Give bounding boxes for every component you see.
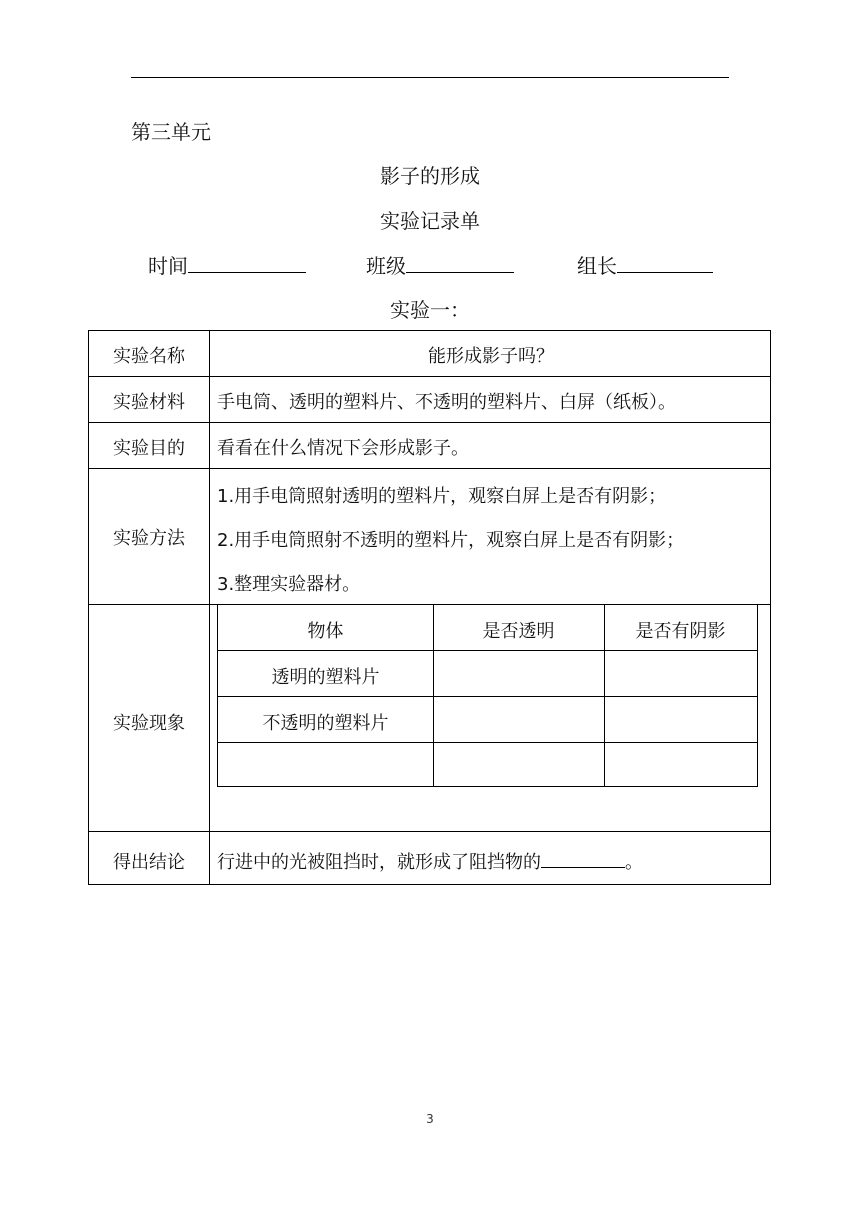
worksheet-subtitle: 实验记录单 — [380, 209, 480, 233]
name-label: 实验名称 — [113, 346, 185, 367]
worksheet-title: 影子的形成 — [380, 164, 480, 188]
column-header-shadow: 是否有阴影 — [635, 621, 726, 642]
conclusion-text: 行进中的光被阻挡时，就形成了阻挡物的 — [217, 852, 541, 873]
class-field — [366, 250, 514, 279]
row-divider — [89, 831, 770, 832]
table-cell-object: 不透明的塑料片 — [262, 713, 389, 734]
conclusion-value — [217, 848, 643, 874]
unit-label: 第三单元 — [131, 120, 211, 144]
purpose-label: 实验目的 — [113, 438, 185, 459]
table-cell-object: 透明的塑料片 — [271, 667, 380, 688]
method-step: 1.用手电筒照射透明的塑料片，观察白屏上是否有阴影； — [217, 486, 667, 507]
conclusion-end: 。 — [625, 852, 643, 873]
conclusion-blank[interactable] — [541, 849, 625, 868]
experiment-heading: 实验一： — [390, 298, 470, 322]
header-rule — [131, 77, 729, 78]
materials-label: 实验材料 — [113, 392, 185, 413]
column-header-transparent: 是否透明 — [482, 621, 555, 642]
row-divider — [89, 422, 770, 423]
leader-blank[interactable] — [617, 254, 713, 273]
time-blank[interactable] — [188, 254, 306, 273]
leader-field — [577, 250, 713, 279]
time-label: 时间 — [148, 254, 188, 278]
phenomenon-label: 实验现象 — [113, 713, 185, 734]
row-divider — [89, 468, 770, 469]
class-blank[interactable] — [406, 254, 514, 273]
column-header-object: 物体 — [307, 621, 344, 642]
phenomenon-table — [217, 604, 758, 787]
method-step: 2.用手电筒照射不透明的塑料片，观察白屏上是否有阴影； — [217, 530, 685, 551]
method-step: 3.整理实验器材。 — [217, 574, 361, 595]
row-divider — [218, 650, 757, 651]
materials-value: 手电筒、透明的塑料片、不透明的塑料片、白屏（纸板）。 — [217, 392, 676, 413]
label-column-divider — [209, 331, 210, 884]
name-value: 能形成影子吗？ — [428, 346, 554, 367]
class-label: 班级 — [366, 254, 406, 278]
row-divider — [89, 376, 770, 377]
page-number: 3 — [426, 1112, 434, 1126]
experiment-table — [88, 330, 771, 885]
time-field — [148, 250, 306, 279]
row-divider — [218, 696, 757, 697]
conclusion-label: 得出结论 — [113, 852, 185, 873]
row-divider — [218, 742, 757, 743]
method-label: 实验方法 — [113, 528, 185, 549]
purpose-value: 看看在什么情况下会形成影子。 — [217, 438, 469, 459]
leader-label: 组长 — [577, 254, 617, 278]
